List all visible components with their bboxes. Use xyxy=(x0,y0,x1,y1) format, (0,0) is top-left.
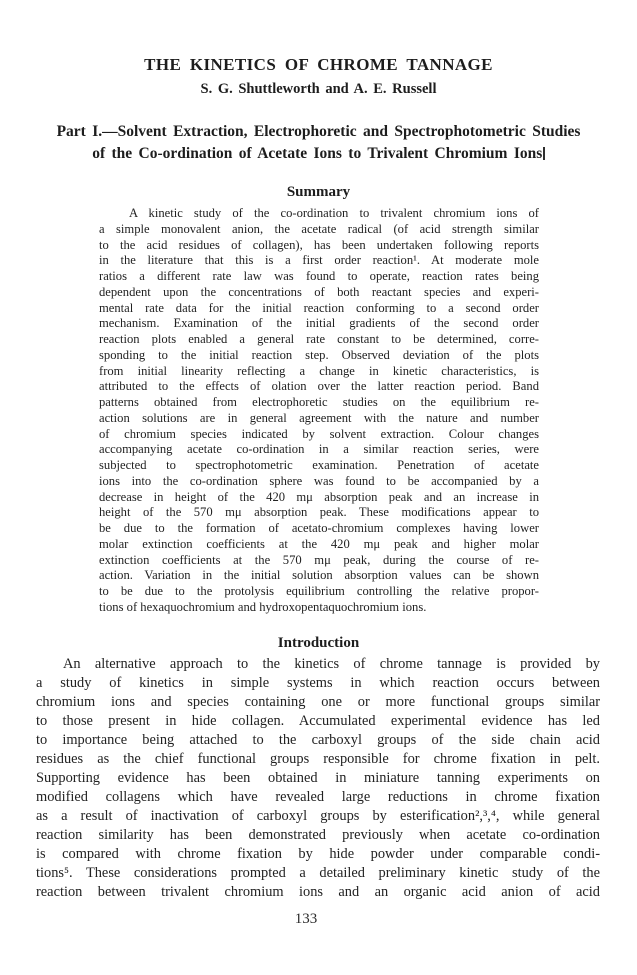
text-line: dependent upon the concentrations of both reactant species and experi- xyxy=(99,284,539,299)
text-line: tions⁵. These considerations prompted a detailed preliminary kinetic study of the xyxy=(36,865,600,881)
summary-text xyxy=(99,206,539,616)
text-line: mechanism. Examination of the initial gradients of the second order xyxy=(99,316,539,331)
text-line: height of the 570 mμ absorption peak. These modifications appear to xyxy=(99,505,539,520)
scan-artifact-mark xyxy=(543,147,545,160)
text-line: reaction plots enabled a general rate constant to be determined, corre- xyxy=(99,332,539,346)
text-line: tions of hexaquochromium and hydroxopentaquochromium ions. xyxy=(99,599,427,614)
text-line: be due to the formation of acetato-chromium complexes having lower xyxy=(99,521,539,535)
text-line: patterns obtained from electrophoretic studies on the equilibrium re- xyxy=(99,395,539,409)
text-line: Supporting evidence has been obtained in miniature tanning experiments on xyxy=(36,770,600,786)
text-line: reaction similarity has been demonstrated previously when acetate co-ordination xyxy=(36,827,600,843)
text-line: as a result of inactivation of carboxyl groups by esterification²,³,⁴, while general xyxy=(36,808,600,824)
text-line: extinction coefficients at the 570 mμ peak, during the course of re- xyxy=(99,552,539,567)
text-line: a study of kinetics in simple systems in which reaction occurs between xyxy=(36,675,600,691)
part-heading xyxy=(0,121,637,164)
paper-authors: S. G. Shuttleworth and A. E. Russell xyxy=(200,81,437,97)
text-line: action solutions are in general agreement with the nature and number xyxy=(99,410,539,425)
page-number: 133 xyxy=(294,911,318,927)
text-line: subjected to spectrophotometric examination. Penetration of acetate xyxy=(99,458,539,472)
introduction-text xyxy=(36,655,600,902)
text-line: accompanying acetate co-ordination in a similar reaction series, were xyxy=(99,442,539,457)
text-line: to be due to the protolysis equilibrium controlling the relative propor- xyxy=(99,584,539,598)
part-heading-line2 xyxy=(0,143,637,165)
text-line: modified collagens which have revealed large reductions in chrome fixation xyxy=(36,789,600,805)
text-line: An alternative approach to the kinetics of chrome tannage is provided by xyxy=(63,656,600,672)
text-line: attributed to the effects of olation over the latter reaction period. Band xyxy=(99,379,539,394)
introduction-heading: Introduction xyxy=(277,635,360,651)
part-heading-line1: Part I.—Solvent Extraction, Electrophoretic and Spectrophotometric Studies xyxy=(56,123,581,140)
text-line: of chromium species indicated by solvent extraction. Colour changes xyxy=(99,426,539,441)
text-line: A kinetic study of the co-ordination to trivalent chromium ions of xyxy=(129,206,539,220)
text-line: from initial linearity reflecting a change in kinetic characteristics, is xyxy=(99,363,539,378)
part-heading-line2-text: of the Co-ordination of Acetate Ions to Trivalent Chromium Ions xyxy=(92,144,543,162)
text-line: to importance being attached to the carboxyl groups of the side chain acid xyxy=(36,732,600,748)
text-line: a simple monovalent anion, the acetate radical (of acid strength similar xyxy=(99,221,539,236)
text-line: reaction between trivalent chromium ions and an organic acid anion of acid xyxy=(36,884,600,900)
text-line: decrease in height of the 420 mμ absorption peak and an increase in xyxy=(99,489,539,504)
text-line: is compared with chrome fixation by hide powder under comparable condi- xyxy=(36,846,600,862)
summary-heading: Summary xyxy=(286,184,351,200)
paper-title: THE KINETICS OF CHROME TANNAGE xyxy=(144,55,493,74)
text-line: chromium ions and species containing one or more functional groups similar xyxy=(36,694,600,710)
text-line: action. Variation in the initial solution absorption values can be shown xyxy=(99,568,539,583)
text-line: sponding to the initial reaction step. Observed deviation of the plots xyxy=(99,347,539,362)
text-line: ions into the co-ordination sphere was found to be accompanied by a xyxy=(99,473,539,488)
text-line: ratios a different rate law was found to operate, reaction rates being xyxy=(99,269,539,283)
text-line: in the literature that this is a first order reaction¹. At moderate mole xyxy=(99,253,539,268)
text-line: to the acid residues of collagen), has been undertaken following reports xyxy=(99,237,539,252)
text-line: molar extinction coefficients at the 420 mμ peak and higher molar xyxy=(99,536,539,551)
text-line: mental rate data for the initial reaction conforming to a second order xyxy=(99,300,539,315)
text-line: residues as the chief functional groups responsible for chrome fixation in pelt. xyxy=(36,751,600,767)
text-line: to those present in hide collagen. Accumulated experimental evidence has led xyxy=(36,713,600,729)
